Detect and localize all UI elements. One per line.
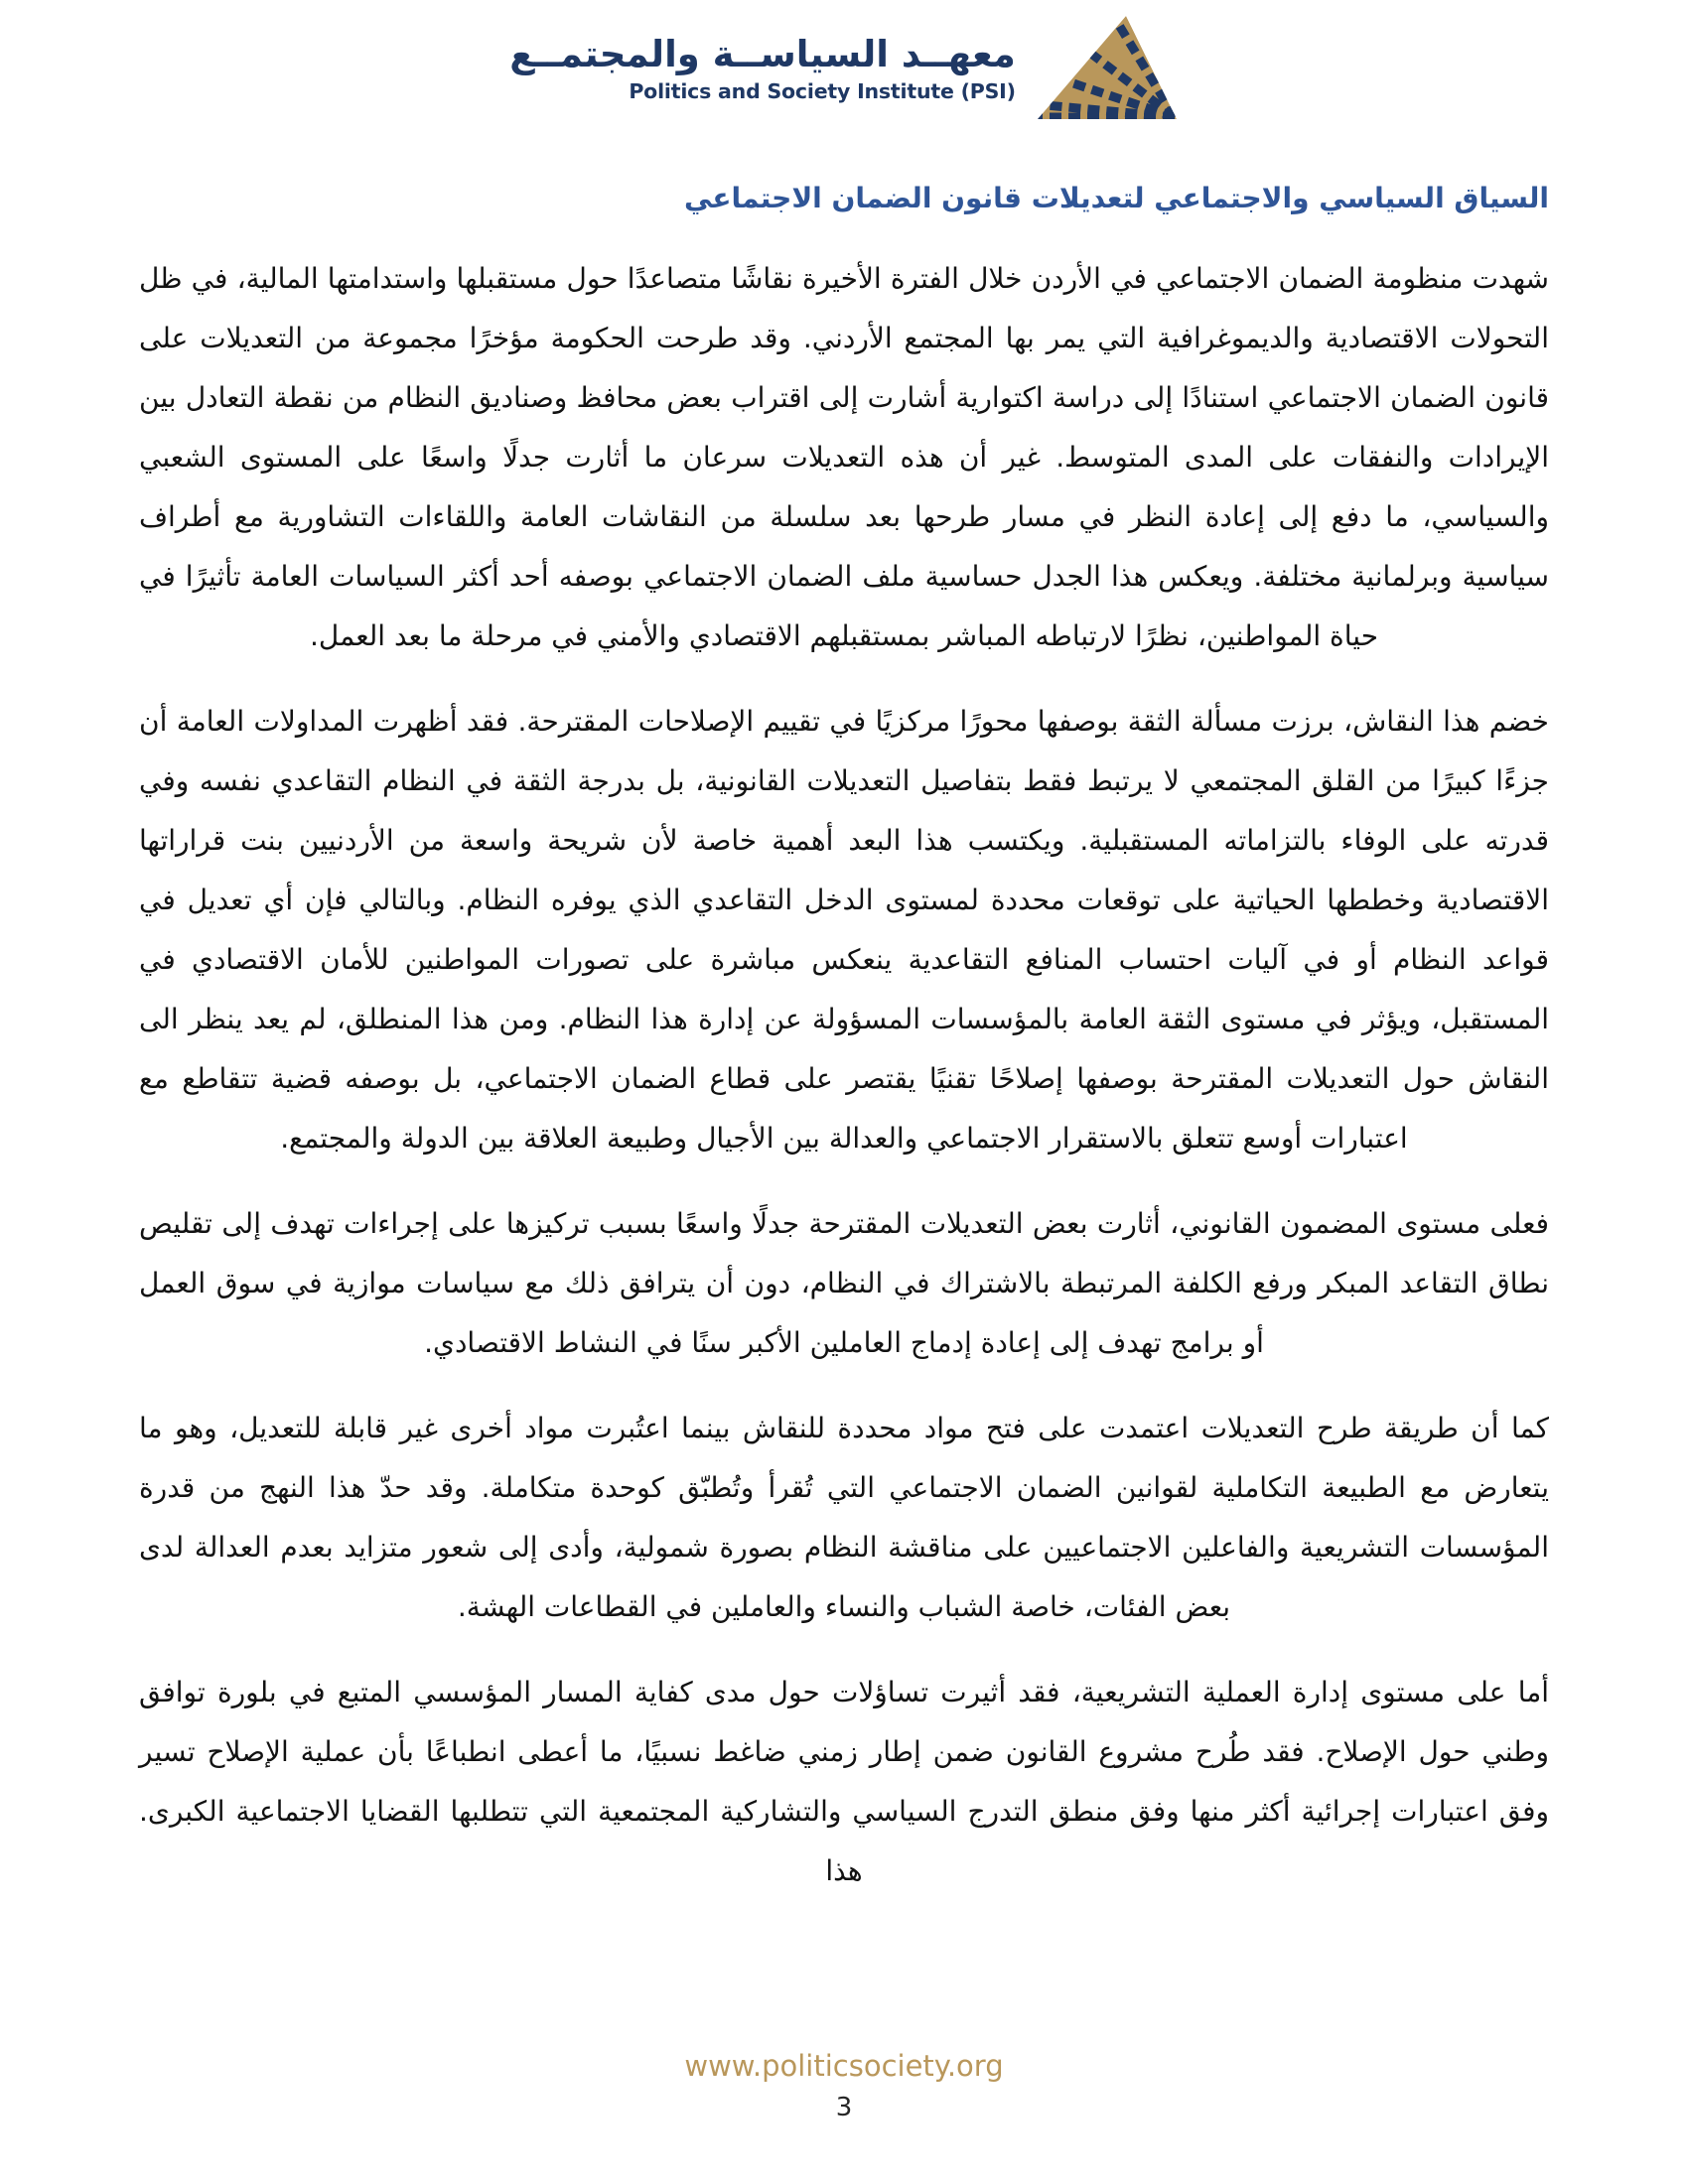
paragraph-1: شهدت منظومة الضمان الاجتماعي في الأردن خلال الفترة الأخيرة نقاشًا متصاعدًا حول مستقبلها واستدامتها المالية، في ظل التحولات الاقتصادية والديموغرافية التي يمر بها المجتمع الأردني. وقد طرحت الحكومة مؤخرًا مجموعة من التعديلات على قانون الضمان الاجتماعي استنادًا إلى دراسة اكتوارية أشارت إلى اقتراب بعض محافظ وصناديق النظام من نقطة التعادل بين الإيرادات والنفقات على المدى المتوسط. غير أن هذه التعديلات سرعان ما أثارت جدلًا واسعًا على المستوى الشعبي والسياسي، ما دفع إلى إعادة النظر في مسار طرحها بعد سلسلة من النقاشات العامة واللقاءات التشاورية مع أطراف سياسية وبرلمانية مختلفة. ويعكس هذا الجدل حساسية ملف الضمان الاجتماعي بوصفه أحد أكثر السياسات العامة تأثيرًا في حياة المواطنين، نظرًا لارتباطه المباشر بمستقبلهم الاقتصادي والأمني في مرحلة ما بعد العمل. xyxy=(139,262,1549,653)
paragraph-4: كما أن طريقة طرح التعديلات اعتمدت على فتح مواد محددة للنقاش بينما اعتُبرت مواد أخرى غير قابلة للتعديل، وهو ما يتعارض مع الطبيعة التكاملية لقوانين الضمان الاجتماعي التي تُقرأ وتُطبّق كوحدة متكاملة. وقد حدّ هذا النهج من قدرة المؤسسات التشريعية والفاعلين الاجتماعيين على مناقشة النظام بصورة شمولية، وأدى إلى شعور متزايد بعدم العدالة لدى بعض الفئات، خاصة الشباب والنساء والعاملين في القطاعات الهشة. xyxy=(139,1412,1549,1624)
document-body xyxy=(0,179,1688,1901)
paragraph-3: فعلى مستوى المضمون القانوني، أثارت بعض التعديلات المقترحة جدلًا واسعًا بسبب تركيزها على إجراءات تهدف إلى تقليص نطاق التقاعد المبكر ورفع الكلفة المرتبطة بالاشتراك في النظام، دون أن يترافق ذلك مع سياسات موازية في سوق العمل أو برامج تهدف إلى إعادة إدماج العاملين الأكبر سنًا في النشاط الاقتصادي. xyxy=(139,1207,1549,1360)
paragraph-5: أما على مستوى إدارة العملية التشريعية، فقد أثيرت تساؤلات حول مدى كفاية المسار المؤسسي المتبع في بلورة توافق وطني حول الإصلاح. فقد طُرح مشروع القانون ضمن إطار زمني ضاغط نسبيًا، ما أعطى انطباعًا بأن عملية الإصلاح تسير وفق اعتبارات إجرائية أكثر منها وفق منطق التدرج السياسي والتشاركية المجتمعية التي تتطلبها القضايا الاجتماعية الكبرى. هذا xyxy=(139,1676,1549,1888)
section-heading: السياق السياسي والاجتماعي لتعديلات قانون الضمان الاجتماعي xyxy=(683,182,1549,214)
logo-arabic-name: معهــد السياســة والمجتمــع xyxy=(509,32,1016,75)
footer xyxy=(0,2049,1688,2122)
psi-logo xyxy=(509,14,1179,121)
website-link[interactable]: www.politicsociety.org xyxy=(684,2049,1004,2083)
pyramid-logo-icon xyxy=(1030,14,1179,121)
logo-text xyxy=(509,32,1016,103)
page-number: 3 xyxy=(835,2093,853,2122)
logo-english-name: Politics and Society Institute (PSI) xyxy=(629,79,1016,104)
paragraph-2: خضم هذا النقاش، برزت مسألة الثقة بوصفها محورًا مركزيًا في تقييم الإصلاحات المقترحة. فقد أظهرت المداولات العامة أن جزءًا كبيرًا من القلق المجتمعي لا يرتبط فقط بتفاصيل التعديلات القانونية، بل بدرجة الثقة في النظام التقاعدي نفسه وفي قدرته على الوفاء بالتزاماته المستقبلية. ويكتسب هذا البعد أهمية خاصة لأن شريحة واسعة من الأردنيين بنت قراراتها الاقتصادية وخططها الحياتية على توقعات محددة لمستوى الدخل التقاعدي الذي يوفره النظام. وبالتالي فإن أي تعديل في قواعد النظام أو في آليات احتساب المنافع التقاعدية ينعكس مباشرة على تصورات المواطنين للأمان الاقتصادي في المستقبل، ويؤثر في مستوى الثقة العامة بالمؤسسات المسؤولة عن إدارة هذا النظام. ومن هذا المنطلق، لم يعد ينظر الى النقاش حول التعديلات المقترحة بوصفها إصلاحًا تقنيًا يقتصر على قطاع الضمان الاجتماعي، بل بوصفه قضية تتقاطع مع اعتبارات أوسع تتعلق بالاستقرار الاجتماعي والعدالة بين الأجيال وطبيعة العلاقة بين الدولة والمجتمع. xyxy=(139,705,1549,1156)
header xyxy=(0,0,1688,121)
